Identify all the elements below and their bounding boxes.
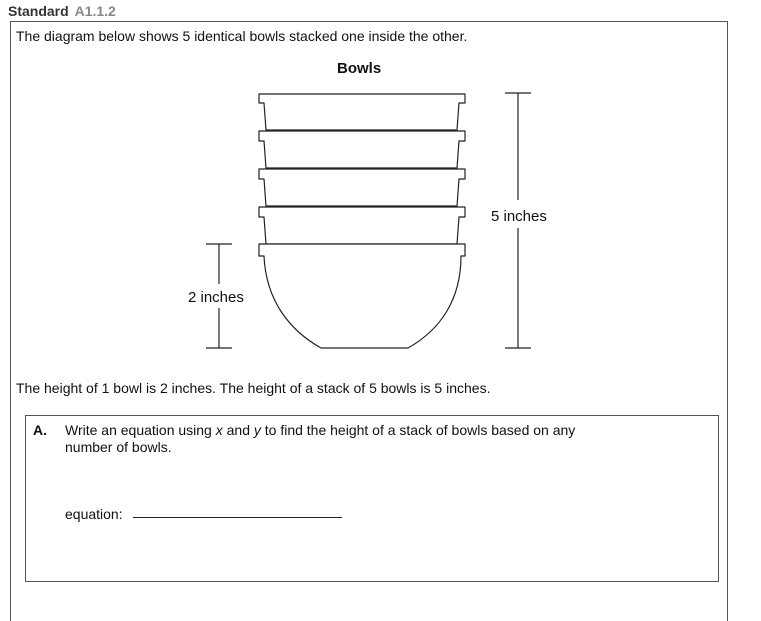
stack-label: 5 inches [491, 208, 547, 225]
prompt-text-1: Write an equation using [65, 422, 216, 438]
one-bowl-label: 2 inches [188, 289, 244, 306]
equation-answer-line[interactable] [133, 517, 342, 518]
bowl-rim-1 [259, 94, 465, 130]
bowl-rim-2 [259, 131, 465, 168]
part-a-prompt [65, 422, 605, 456]
bowl-rim-3 [259, 169, 465, 206]
prompt-text-3: to find the height of a stack of bowls based on any number of bowls. [65, 422, 576, 455]
stack-note: The height of 1 bowl is 2 inches. The height of a stack of 5 bowls is 5 inches. [16, 380, 491, 396]
standard-code: A1.1.2 [74, 3, 116, 19]
intro-text: The diagram below shows 5 identical bowls stacked one inside the other. [16, 28, 468, 44]
equation-label: equation: [65, 506, 123, 522]
bowl-bottom [259, 244, 465, 348]
variable-x: x [215, 422, 223, 438]
part-a-letter: A. [33, 422, 47, 438]
bowl-rim-4 [259, 207, 465, 244]
standard-label: Standard [8, 3, 69, 19]
figure-title: Bowls [337, 60, 382, 77]
prompt-text-2: and [222, 422, 254, 438]
variable-y: y [253, 422, 261, 438]
